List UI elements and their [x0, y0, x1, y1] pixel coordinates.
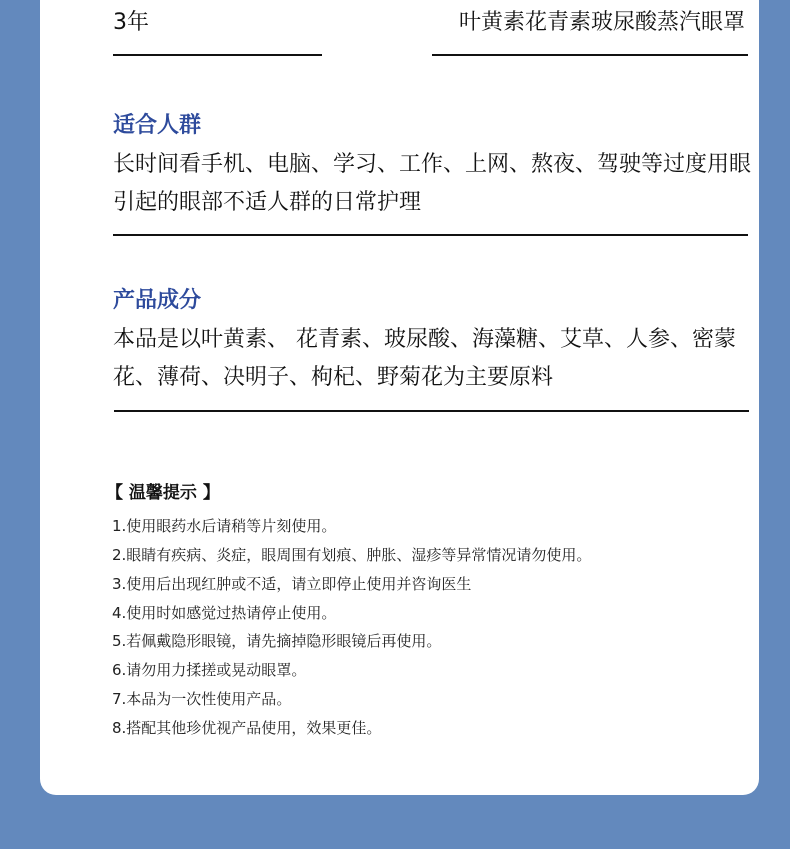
section-text-ingredients: 本品是以叶黄素、 花青素、玻尿酸、海藻糖、艾草、人参、密蒙花、薄荷、决明子、枸杞、野菊花为主要原料 [113, 327, 736, 390]
section-text-suitable-population: 长时间看手机、电脑、学习、工作、上网、熬夜、驾驶等过度用眼引起的眼部不适人群的日常护理 [113, 152, 752, 215]
divider [432, 54, 748, 56]
tip-item: 6.请勿用力揉搓或晃动眼罩。 [112, 661, 307, 679]
divider [113, 54, 322, 56]
tip-item: 7.本品为一次性使用产品。 [112, 690, 292, 708]
shelf-life-value: 3年 [113, 10, 149, 35]
divider [113, 234, 748, 236]
tip-item: 3.使用后出现红肿或不适，请立即停止使用并咨询医生 [112, 575, 472, 593]
section-heading-suitable-population: 适合人群 [113, 113, 202, 138]
section-heading-ingredients: 产品成分 [113, 288, 202, 313]
divider [114, 410, 749, 412]
tips-title: 【 温馨提示 】 [106, 483, 220, 503]
tip-item: 2.眼睛有疾病、炎症，眼周围有划痕、肿胀、湿疹等异常情况请勿使用。 [112, 546, 592, 564]
tip-item: 1.使用眼药水后请稍等片刻使用。 [112, 517, 337, 535]
tip-item: 8.搭配其他珍优视产品使用，效果更佳。 [112, 719, 382, 737]
tip-item: 5.若佩戴隐形眼镜，请先摘掉隐形眼镜后再使用。 [112, 632, 442, 650]
tip-item: 4.使用时如感觉过热请停止使用。 [112, 604, 337, 622]
content-card [40, 0, 759, 795]
product-name-value: 叶黄素花青素玻尿酸蒸汽眼罩 [458, 10, 745, 35]
